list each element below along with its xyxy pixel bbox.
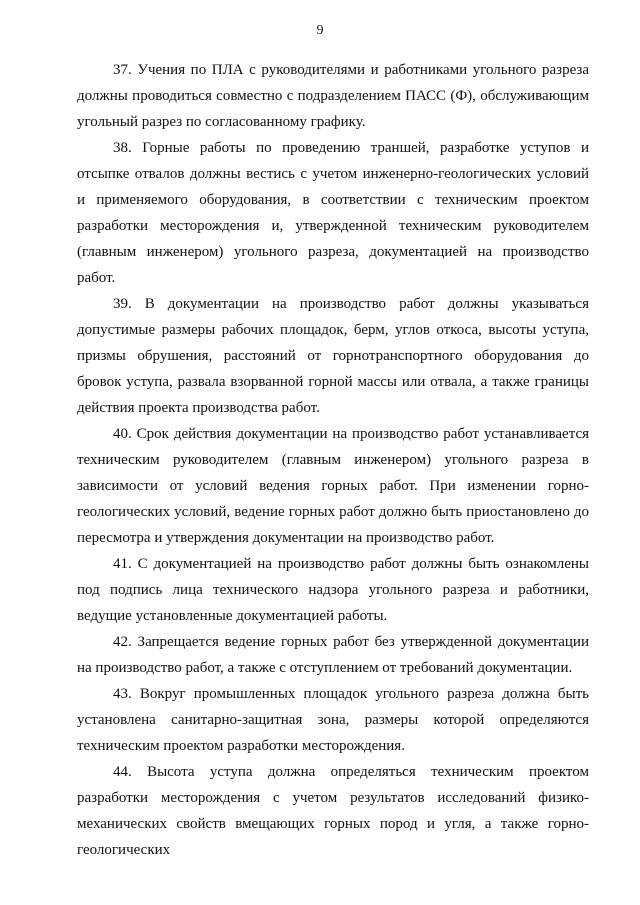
paragraph-43: 43. Вокруг промышленных площадок угольного разреза должна быть установлена санитарно-защитная зона, размеры которой определяются техническим проектом разработки месторождения.	[77, 686, 589, 754]
paragraph-42: 42. Запрещается ведение горных работ без утвержденной документации на производство работ, а также с отступлением от требований документации.	[77, 634, 589, 676]
paragraph-44: 44. Высота уступа должна определяться техническим проектом разработки месторождения с учетом результатов исследований физико-механических свойств вмещающих горных пород и угля, а также горно-геологических	[77, 764, 589, 858]
paragraph-40: 40. Срок действия документации на производство работ устанавливается техническим руководителем (главным инженером) угольного разреза в зависимости от условий ведения горных работ. При изменении горно-геологических условий, ведение горных работ должно быть приостановлено до пересмотра и утверждения документации на производство работ.	[77, 426, 589, 546]
page-number: 9	[316, 23, 324, 38]
paragraph-39: 39. В документации на производство работ должны указываться допустимые размеры рабочих площадок, берм, углов откоса, высоты уступа, призмы обрушения, расстояний от горнотранспортного оборудования до бровок уступа, развала взорванной горной массы или отвала, а также границы действия проекта производства работ.	[77, 296, 589, 416]
document-body	[77, 57, 589, 863]
paragraph-37: 37. Учения по ПЛА с руководителями и работниками угольного разреза должны проводиться совместно с подразделением ПАСС (Ф), обслуживающим угольный разрез по согласованному графику.	[77, 62, 589, 130]
paragraph-38: 38. Горные работы по проведению траншей, разработке уступов и отсыпке отвалов должны вестись с учетом инженерно-геологических условий и применяемого оборудования, в соответствии с техническим проектом разработки месторождения и, утвержденной техническим руководителем (главным инженером) угольного разреза, документацией на производство работ.	[77, 140, 589, 286]
paragraph-41: 41. С документацией на производство работ должны быть ознакомлены под подпись лица технического надзора угольного разреза и работники, ведущие установленные документацией работы.	[77, 556, 589, 624]
